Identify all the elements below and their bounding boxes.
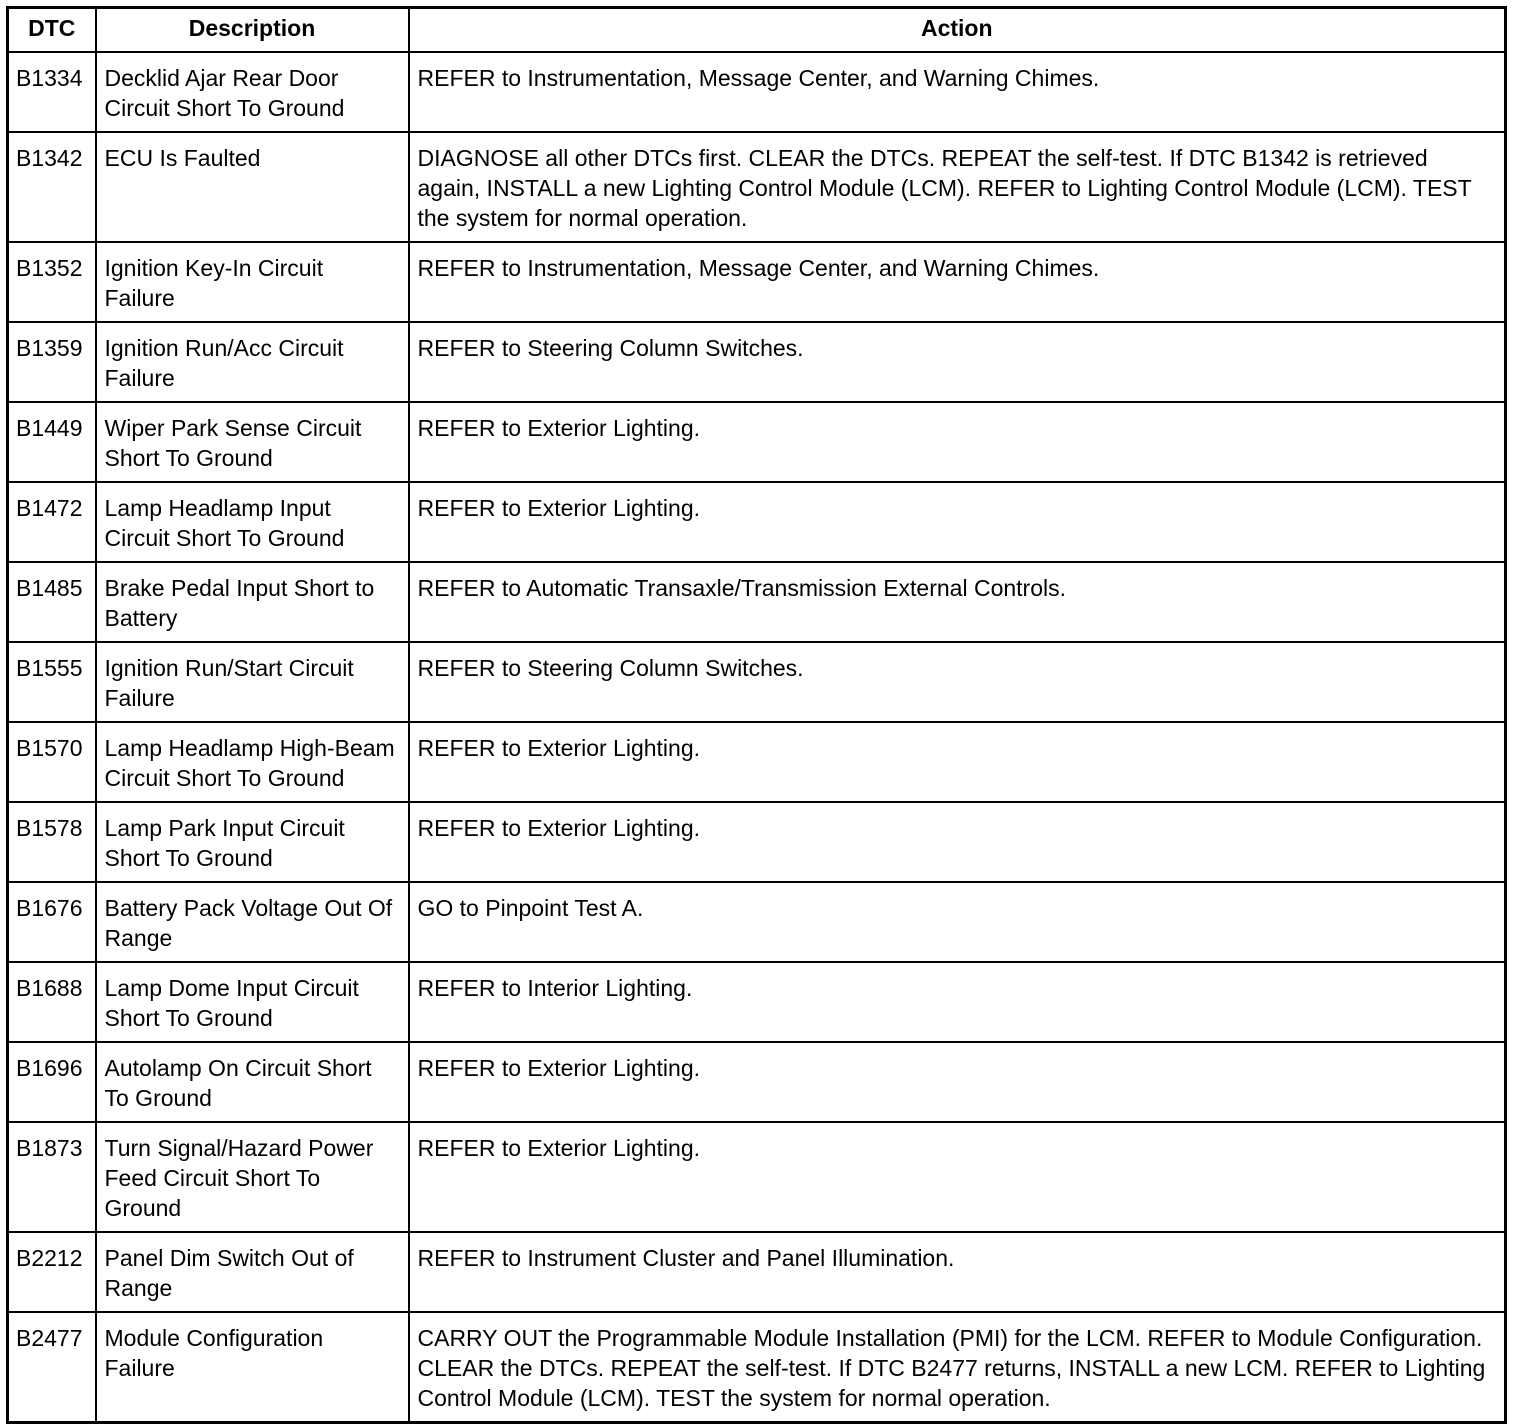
header-dtc: DTC xyxy=(8,8,96,52)
table-header xyxy=(8,8,1506,52)
dtc-code-cell: B1578 xyxy=(8,802,96,882)
description-cell: Wiper Park Sense Circuit Short To Ground xyxy=(96,402,409,482)
dtc-code-cell: B1873 xyxy=(8,1122,96,1232)
description-cell: Battery Pack Voltage Out Of Range xyxy=(96,882,409,962)
action-cell: REFER to Exterior Lighting. xyxy=(409,802,1506,882)
table-row xyxy=(8,52,1506,132)
description-cell: Lamp Dome Input Circuit Short To Ground xyxy=(96,962,409,1042)
table-row xyxy=(8,882,1506,962)
table-row xyxy=(8,1232,1506,1312)
action-cell: REFER to Exterior Lighting. xyxy=(409,722,1506,802)
description-cell: Lamp Headlamp Input Circuit Short To Ground xyxy=(96,482,409,562)
table-row xyxy=(8,1042,1506,1122)
action-cell: REFER to Exterior Lighting. xyxy=(409,482,1506,562)
header-row xyxy=(8,8,1506,52)
action-cell: DIAGNOSE all other DTCs first. CLEAR the DTCs. REPEAT the self-test. If DTC B1342 is retrieved again, INSTALL a new Lighting Control Module (LCM). REFER to Lighting Control Module (LCM). TEST the system for normal operation. xyxy=(409,132,1506,242)
dtc-code-cell: B1485 xyxy=(8,562,96,642)
action-cell: REFER to Interior Lighting. xyxy=(409,962,1506,1042)
action-cell: REFER to Exterior Lighting. xyxy=(409,1122,1506,1232)
description-cell: Ignition Run/Start Circuit Failure xyxy=(96,642,409,722)
dtc-code-cell: B2477 xyxy=(8,1312,96,1423)
table-row xyxy=(8,642,1506,722)
table-row xyxy=(8,402,1506,482)
action-cell: REFER to Instrumentation, Message Center, and Warning Chimes. xyxy=(409,52,1506,132)
dtc-code-cell: B2212 xyxy=(8,1232,96,1312)
description-cell: Lamp Park Input Circuit Short To Ground xyxy=(96,802,409,882)
description-cell: Panel Dim Switch Out of Range xyxy=(96,1232,409,1312)
dtc-code-cell: B1352 xyxy=(8,242,96,322)
dtc-code-cell: B1359 xyxy=(8,322,96,402)
dtc-code-cell: B1696 xyxy=(8,1042,96,1122)
dtc-code-cell: B1555 xyxy=(8,642,96,722)
dtc-code-cell: B1676 xyxy=(8,882,96,962)
action-cell: REFER to Exterior Lighting. xyxy=(409,1042,1506,1122)
table-row xyxy=(8,242,1506,322)
description-cell: Lamp Headlamp High-Beam Circuit Short To Ground xyxy=(96,722,409,802)
dtc-code-cell: B1334 xyxy=(8,52,96,132)
table-row xyxy=(8,132,1506,242)
dtc-code-cell: B1449 xyxy=(8,402,96,482)
dtc-code-cell: B1570 xyxy=(8,722,96,802)
table-row xyxy=(8,562,1506,642)
action-cell: REFER to Instrument Cluster and Panel Illumination. xyxy=(409,1232,1506,1312)
header-description: Description xyxy=(96,8,409,52)
table-row xyxy=(8,322,1506,402)
header-action: Action xyxy=(409,8,1506,52)
description-cell: Decklid Ajar Rear Door Circuit Short To Ground xyxy=(96,52,409,132)
dtc-table xyxy=(6,6,1507,1424)
table-row xyxy=(8,722,1506,802)
table-row xyxy=(8,802,1506,882)
description-cell: Autolamp On Circuit Short To Ground xyxy=(96,1042,409,1122)
description-cell: Ignition Key-In Circuit Failure xyxy=(96,242,409,322)
table-body xyxy=(8,52,1506,1423)
description-cell: ECU Is Faulted xyxy=(96,132,409,242)
action-cell: CARRY OUT the Programmable Module Installation (PMI) for the LCM. REFER to Module Configuration. CLEAR the DTCs. REPEAT the self-test. If DTC B2477 returns, INSTALL a new LCM. REFER to Lighting Control Module (LCM). TEST the system for normal operation. xyxy=(409,1312,1506,1423)
table-row xyxy=(8,962,1506,1042)
description-cell: Module Configuration Failure xyxy=(96,1312,409,1423)
action-cell: REFER to Automatic Transaxle/Transmission External Controls. xyxy=(409,562,1506,642)
action-cell: REFER to Instrumentation, Message Center, and Warning Chimes. xyxy=(409,242,1506,322)
description-cell: Brake Pedal Input Short to Battery xyxy=(96,562,409,642)
table-row xyxy=(8,482,1506,562)
dtc-code-cell: B1688 xyxy=(8,962,96,1042)
action-cell: REFER to Steering Column Switches. xyxy=(409,642,1506,722)
dtc-code-cell: B1342 xyxy=(8,132,96,242)
table-row xyxy=(8,1122,1506,1232)
dtc-code-cell: B1472 xyxy=(8,482,96,562)
description-cell: Turn Signal/Hazard Power Feed Circuit Short To Ground xyxy=(96,1122,409,1232)
action-cell: REFER to Exterior Lighting. xyxy=(409,402,1506,482)
action-cell: REFER to Steering Column Switches. xyxy=(409,322,1506,402)
action-cell: GO to Pinpoint Test A. xyxy=(409,882,1506,962)
description-cell: Ignition Run/Acc Circuit Failure xyxy=(96,322,409,402)
table-row xyxy=(8,1312,1506,1423)
